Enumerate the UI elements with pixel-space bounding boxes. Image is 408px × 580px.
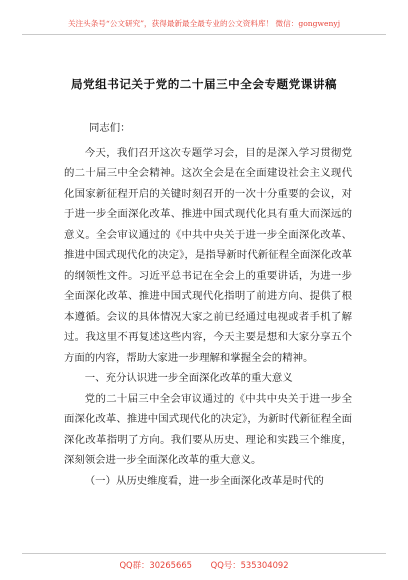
- section-paragraph: 党的二十届三中全会审议通过的《中共中央关于进一步全面深化改革、推进中国式现代化的决定》，为新时代新征程全面深化改革指明了方向。我们要从历史、理论和实践三个维度，深刻领会进一步全面深化改革的重大意义。: [64, 392, 352, 466]
- section-heading: 一、充分认识进一步全面深化改革的重大意义: [84, 372, 293, 384]
- document-body: [64, 118, 352, 491]
- footer-bar: [22, 553, 386, 576]
- salutation: 同志们：: [89, 122, 131, 134]
- footer-qq-number: QQ号：535304092: [210, 560, 289, 570]
- header-banner: 关注头条号“公文研究”，获得最新最全最专业的公文资料库！ 微信：gongwenyj: [22, 14, 386, 35]
- subsection-paragraph: （一）从历史维度看，进一步全面深化改革是时代的: [84, 474, 324, 487]
- footer-qq-group: QQ群：30265665: [119, 560, 192, 570]
- document-title: 局党组书记关于党的二十届三中全会专题党课讲稿: [70, 77, 338, 91]
- intro-paragraph: 今天，我们召开这次专题学习会，目的是深入学习贯彻党的二十届三中全会精神。这次全会是在全面建设社会主义现代化国家新征程开启的关键时刻召开的一次十分重要的会议，对于进一步全面深化改革、推进中国式现代化具有重大而深远的意义。全会审议通过的《中共中央关于进一步全面深化改革、推进中国式现代化的决定》，是指导新时代新征程全面深化改革的纲领性文件。习近平总书记在全会上的重要讲话，为进一步全面深化改革、推进中国式现代化指明了前进方向、提供了根本遵循。会议的具体情况大家之前已经通过电视或者手机了解过。我这里不再复述这些内容，今天主要是想和大家分享五个方面的内容，帮助大家进一步理解和掌握全会的精神。: [64, 146, 352, 364]
